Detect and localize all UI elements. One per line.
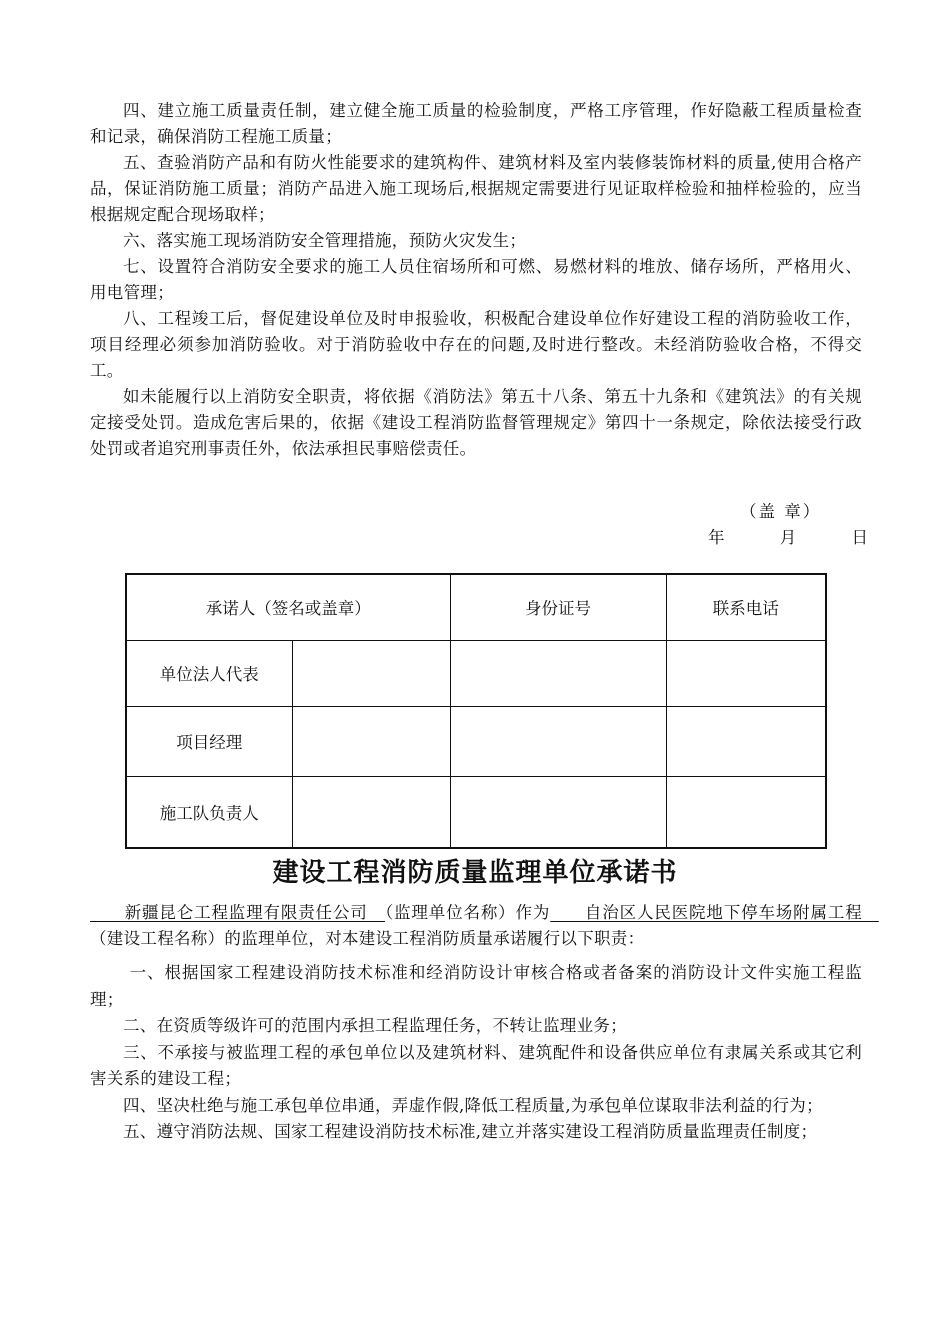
duty-item: 一、根据国家工程建设消防技术标准和经消防设计审核合格或者备案的消防设计文件实施工程监理； (90, 963, 862, 1009)
obligation-paragraph: 四、建立施工质量责任制，建立健全施工质量的检验制度，严格工序管理，作好隐蔽工程质量检查和记录，确保消防工程施工质量； (90, 101, 862, 146)
id-number-cell (450, 706, 666, 776)
signature-cell (292, 640, 450, 706)
intro-text-2: （建设工程名称）的监理单位，对本建设工程消防质量承诺履行以下职责： (90, 929, 645, 948)
supervision-title: 建设工程消防质量监理单位承诺书 (272, 858, 678, 888)
date-day: 日 (851, 528, 868, 547)
phone-cell (666, 776, 826, 848)
duty-item: 三、不承接与被监理工程的承包单位以及建筑材料、建筑配件和设备供应单位有隶属关系或其它利害关系的建设工程； (90, 1042, 862, 1088)
date-month: 月 (779, 528, 797, 547)
row-role: 单位法人代表 (126, 640, 292, 706)
obligation-paragraph: 五、查验消防产品和有防火性能要求的建筑构件、建筑材料及室内装修装饰材料的质量,使用合格产品，保证消防施工质量；消防产品进入施工现场后,根据规定需要进行见证取样检验和抽样检验的，应当根据规定配合现场取样； (90, 153, 862, 224)
duty-item: 二、在资质等级许可的范围内承担工程监理任务，不转让监理业务； (123, 1016, 627, 1035)
header-promisor: 承诺人（签名或盖章） (126, 574, 450, 640)
contractor-obligations (90, 98, 862, 462)
supervision-company-name: 新疆昆仑工程监理有限责任公司 (90, 903, 385, 922)
header-phone: 联系电话 (666, 574, 826, 640)
table-header-row (126, 574, 826, 640)
signature-cell (292, 776, 450, 848)
signature-cell (292, 706, 450, 776)
table-row (126, 776, 826, 848)
phone-cell (666, 706, 826, 776)
id-number-cell (450, 640, 666, 706)
obligation-paragraph: 八、工程竣工后，督促建设单位及时申报验收，积极配合建设单位作好建设工程的消防验收工作，项目经理必须参加消防验收。对于消防验收中存在的问题,及时进行整改。未经消防验收合格，不得交工。 (90, 309, 862, 380)
id-number-cell (450, 776, 666, 848)
header-id-number: 身份证号 (450, 574, 666, 640)
row-role: 施工队负责人 (126, 776, 292, 848)
duty-item: 五、遵守消防法规、国家工程建设消防技术标准,建立并落实建设工程消防质量监理责任制度； (123, 1122, 818, 1141)
supervision-intro (90, 900, 879, 952)
obligation-paragraph: 七、设置符合消防安全要求的施工人员住宿场所和可燃、易燃材料的堆放、储存场所，严格用火、用电管理； (90, 257, 862, 302)
penalty-paragraph: 如未能履行以上消防安全职责，将依据《消防法》第五十八条、第五十九条和《建筑法》的有关规定接受处罚。造成危害后果的，依据《建设工程消防监督管理规定》第四十一条规定，除依法接受行政处罚或者追究刑事责任外，依法承担民事赔偿责任。 (90, 387, 862, 458)
obligation-paragraph: 六、落实施工现场消防安全管理措施，预防火灾发生； (123, 231, 527, 250)
table-row (126, 640, 826, 706)
seal-label: （盖 章） (740, 502, 822, 521)
signature-table (125, 573, 827, 849)
row-role: 项目经理 (126, 706, 292, 776)
date-year: 年 (708, 528, 725, 547)
intro-text-1: （监理单位名称）作为 (384, 903, 551, 922)
project-name: 自治区人民医院地下停车场附属工程 (550, 903, 879, 922)
supervision-commitment (90, 900, 879, 1146)
duty-item: 四、坚决杜绝与施工承包单位串通，弄虚作假,降低工程质量,为承包单位谋取非法利益的行为； (123, 1095, 823, 1115)
phone-cell (666, 640, 826, 706)
table-row (126, 706, 826, 776)
date-line (708, 524, 868, 548)
